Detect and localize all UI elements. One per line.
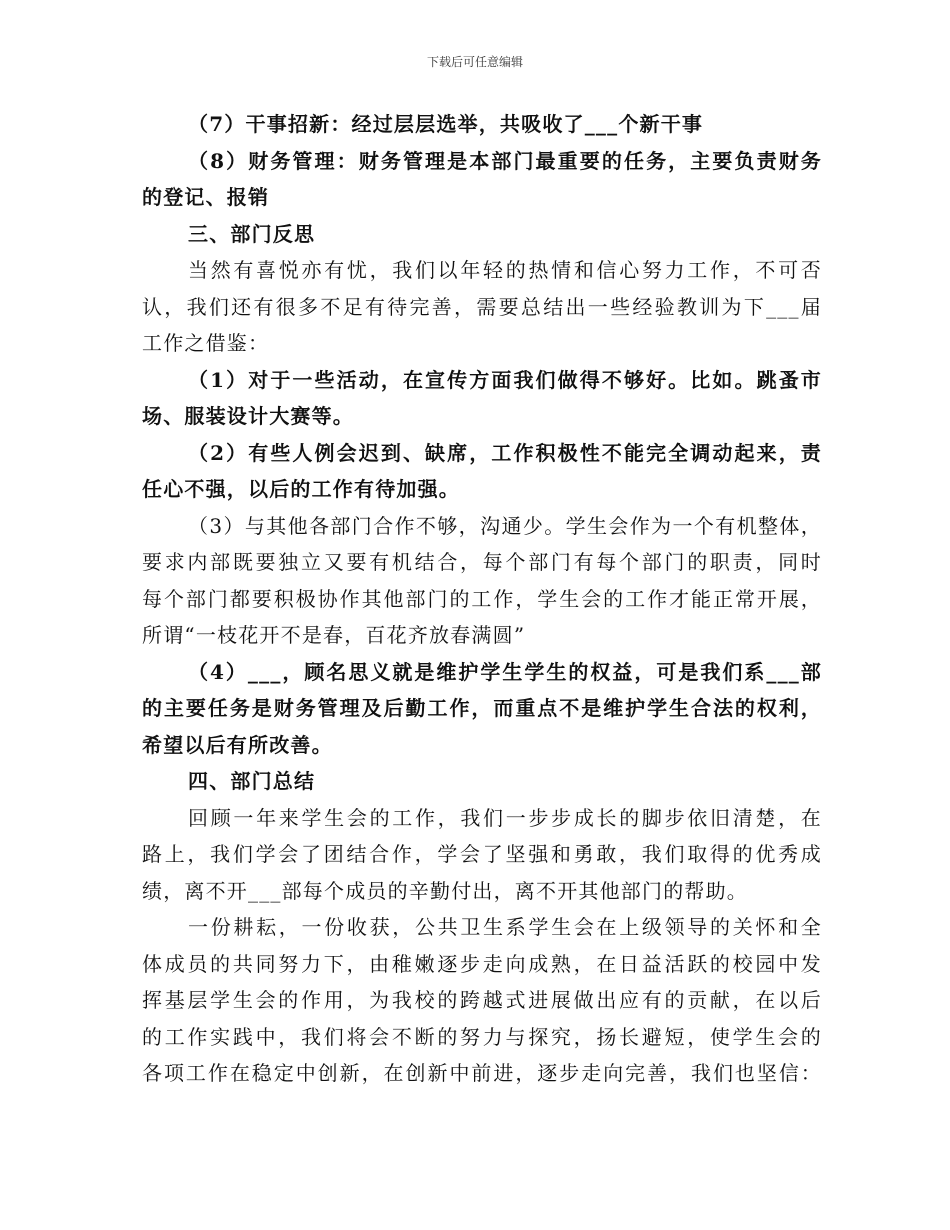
text-line: （7）干事招新：经过层层选举，共吸收了___个新干事 [188, 112, 704, 136]
text-line: 要求内部既要独立又要有机结合，每个部门有每个部门的职责，同时 [142, 550, 822, 574]
text-line: 的登记、报销 [142, 185, 270, 209]
text-line: 任心不强，以后的工作有待加强。 [142, 477, 460, 501]
text-line: （1）对于一些活动，在宣传方面我们做得不够好。比如。跳蚤市 [188, 367, 822, 392]
text-line: 回顾一年来学生会的工作，我们一步步成长的脚步依旧清楚，在 [188, 805, 822, 830]
text-line: 的工作实践中，我们将会不断的努力与探究，扬长避短，使学生会的 [142, 1024, 822, 1049]
text-line: 路上，我们学会了团结合作，学会了坚强和勇敢，我们取得的优秀成 [142, 842, 822, 866]
text-line: 三、部门反思 [188, 221, 316, 246]
text-line: 体成员的共同努力下，由稚嫩逐步走向成熟，在日益活跃的校园中发 [142, 951, 822, 976]
text-line: 一份耕耘，一份收获，公共卫生系学生会在上级领导的关怀和全 [188, 915, 822, 939]
document-body [142, 106, 822, 1092]
text-line: 场、服装设计大赛等。 [142, 404, 354, 428]
text-line: 每个部门都要积极协作其他部门的工作，学生会的工作才能正常开展， [142, 586, 822, 611]
text-line: 四、部门总结 [188, 769, 316, 793]
text-line: 当然有喜悦亦有忧，我们以年轻的热情和信心努力工作，不可否 [188, 258, 822, 282]
text-line: 挥基层学生会的作用，为我校的跨越式进展做出应有的贡献，在以后 [142, 988, 822, 1012]
text-line: （3）与其他各部门合作不够，沟通少。学生会作为一个有机整体， [188, 513, 822, 538]
text-line: （4）___，顾名思义就是维护学生学生的权益，可是我们系___部 [188, 659, 822, 684]
text-line: 绩，离不开___部每个成员的辛勤付出，离不开其他部门的帮助。 [142, 878, 748, 903]
text-line: 所谓“一枝花开不是春，百花齐放春满圆” [142, 623, 526, 647]
text-line: 希望以后有所改善。 [142, 732, 333, 757]
text-line: 的主要任务是财务管理及后勤工作，而重点不是维护学生合法的权利， [142, 696, 822, 720]
page-header: 下载后可任意编辑 [426, 55, 523, 69]
text-line: 认，我们还有很多不足有待完善，需要总结出一些经验教训为下___届 [142, 294, 822, 319]
text-line: 工作之借鉴： [142, 331, 270, 355]
text-line: 各项工作在稳定中创新，在创新中前进，逐步走向完善，我们也坚信： [142, 1061, 822, 1085]
text-line: （2）有些人例会迟到、缺席，工作积极性不能完全调动起来，责 [188, 440, 822, 465]
text-line: （8）财务管理：财务管理是本部门最重要的任务，主要负责财务 [188, 148, 822, 173]
